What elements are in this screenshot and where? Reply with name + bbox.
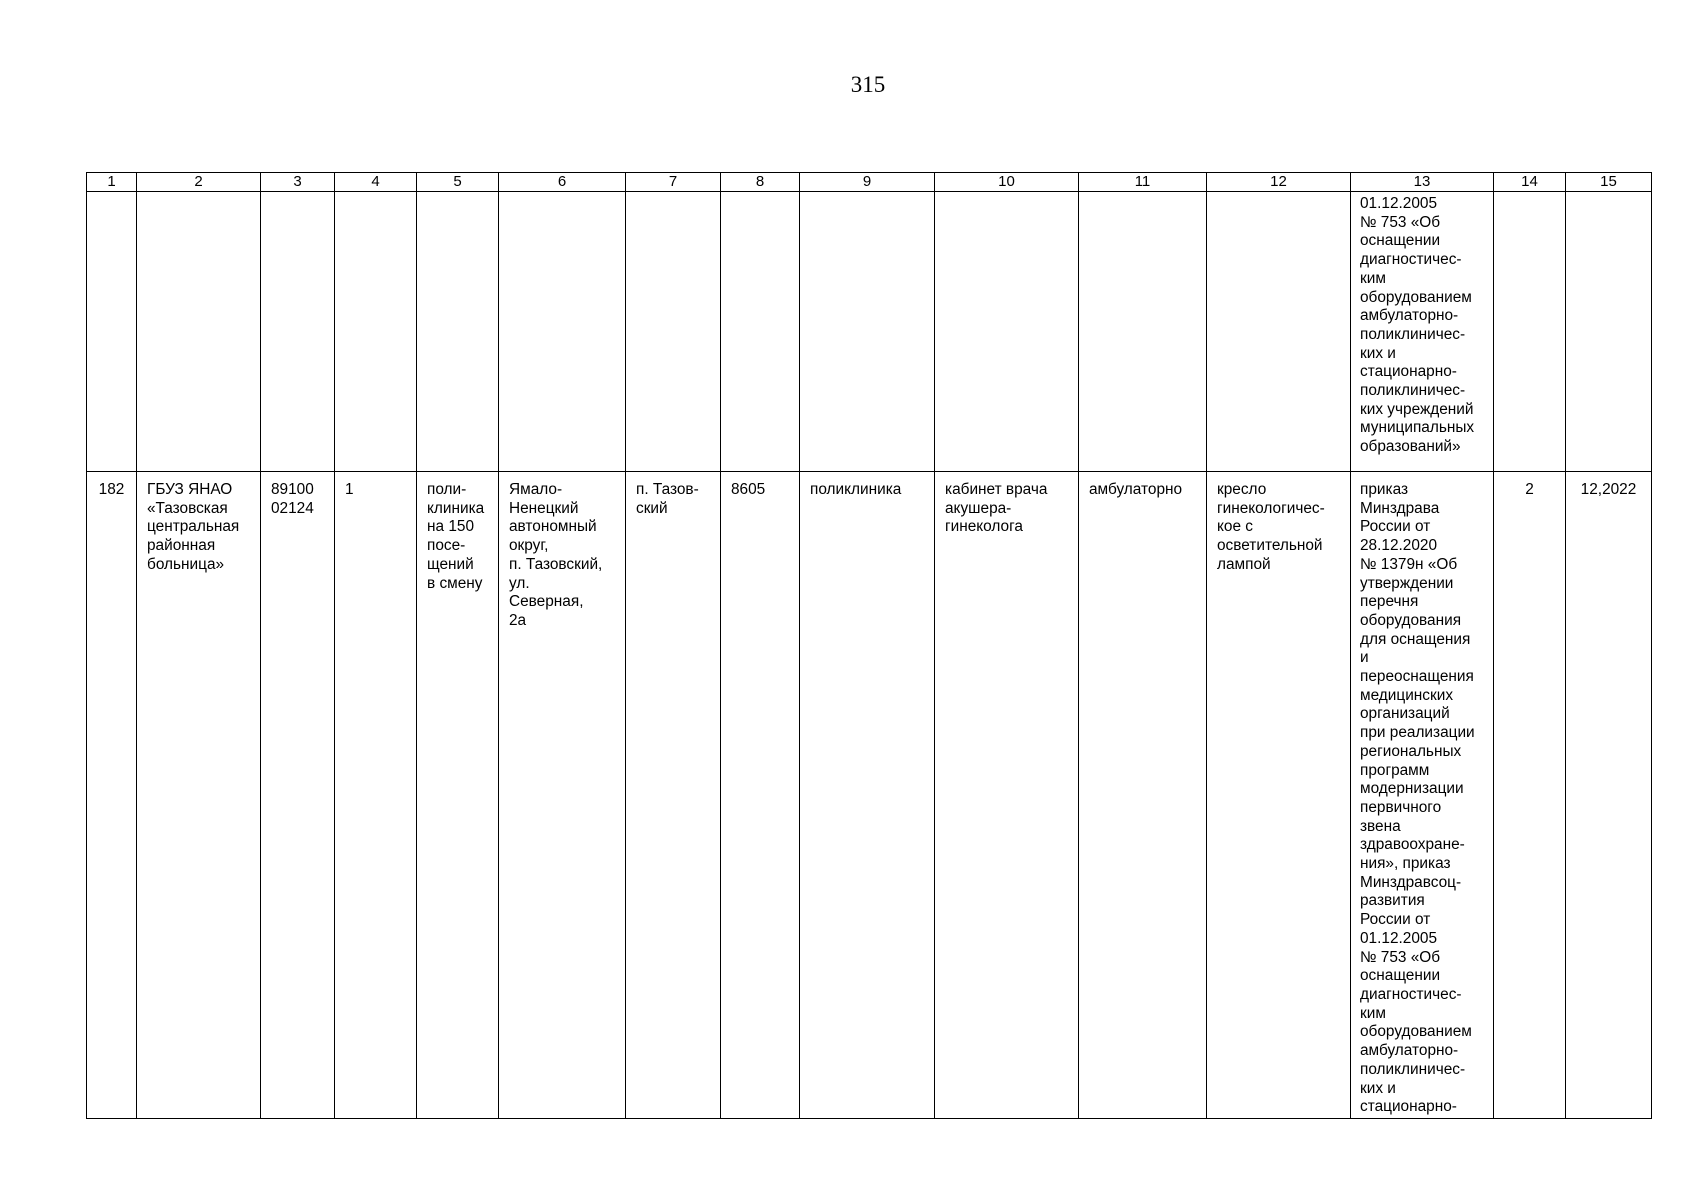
table-cell [721, 192, 800, 472]
legal-basis-cell: приказ Минздрава России от 28.12.2020 № 1379н «Об утверждении перечня оборудования для оснащения и переоснащения медицинских организаций при реализации региональных программ модернизации первичного звена здравоохране- ния», приказ Минздравсоц- развития России от 01.12.2005 № 753 «Об оснащении диагностичес- ким оборудованием амбулаторно- поликлиничес- ких и стационарно- [1351, 472, 1494, 1119]
table-row-182 [87, 472, 1652, 1119]
table-cell [800, 192, 935, 472]
room-cell: кабинет врача акушера- гинеколога [935, 472, 1079, 1119]
settlement-cell: п. Тазов- ский [626, 472, 721, 1119]
table-cell [137, 192, 261, 472]
table-cell [935, 192, 1079, 472]
equipment-cell: кресло гинекологичес- кое с осветительной лампой [1207, 472, 1351, 1119]
row-number-cell: 182 [87, 472, 137, 1119]
code-cell: 89100 02124 [261, 472, 335, 1119]
header-cell: 4 [335, 173, 417, 192]
header-cell: 14 [1494, 173, 1566, 192]
header-cell: 11 [1079, 173, 1207, 192]
table-cell [261, 192, 335, 472]
table-cell [87, 192, 137, 472]
legal-basis-cell [1351, 192, 1494, 472]
page-number: 315 [850, 72, 886, 97]
table-cell [417, 192, 499, 472]
address-cell: Ямало- Ненецкий автономный округ, п. Тазовский, ул. Северная, 2а [499, 472, 626, 1119]
header-cell: 5 [417, 173, 499, 192]
header-cell: 2 [137, 173, 261, 192]
col4-cell: 1 [335, 472, 417, 1119]
organization-cell: ГБУЗ ЯНАО «Тазовская центральная районная больница» [137, 472, 261, 1119]
date-cell: 12,2022 [1566, 472, 1652, 1119]
equipment-table [86, 172, 1652, 1119]
header-cell: 8 [721, 173, 800, 192]
facility-type-cell: поли- клиника на 150 посе- щений в смену [417, 472, 499, 1119]
col8-cell: 8605 [721, 472, 800, 1119]
header-cell: 1 [87, 173, 137, 192]
header-cell: 13 [1351, 173, 1494, 192]
unit-cell: поликлиника [800, 472, 935, 1119]
header-row [87, 173, 1652, 192]
table-cell [1207, 192, 1351, 472]
quantity-cell: 2 [1494, 472, 1566, 1119]
header-cell: 3 [261, 173, 335, 192]
table-cell [626, 192, 721, 472]
header-cell: 15 [1566, 173, 1652, 192]
header-cell: 9 [800, 173, 935, 192]
legal-basis-text: 01.12.2005 № 753 «Об оснащении диагностичес- ким оборудованием амбулаторно- поликлиничес- ких и стационарно- поликлиничес- ких учреждений муниципальных образований» [1360, 195, 1475, 456]
table-row-continuation [87, 192, 1652, 472]
header-cell: 12 [1207, 173, 1351, 192]
table-cell [499, 192, 626, 472]
care-mode-cell: амбулаторно [1079, 472, 1207, 1119]
table-cell [1494, 192, 1566, 472]
table-cell [335, 192, 417, 472]
header-cell: 6 [499, 173, 626, 192]
header-cell: 10 [935, 173, 1079, 192]
table-cell [1079, 192, 1207, 472]
header-cell: 7 [626, 173, 721, 192]
table-cell [1566, 192, 1652, 472]
